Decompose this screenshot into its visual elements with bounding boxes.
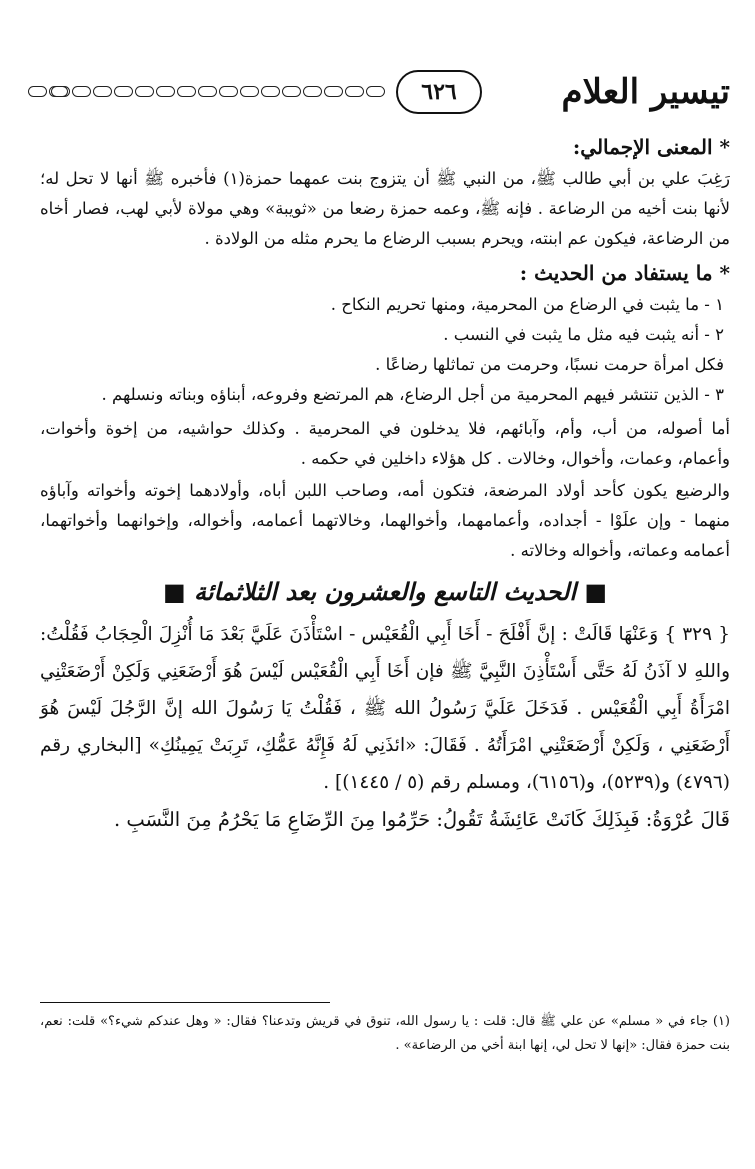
hadith-closing: قَالَ عُرْوَةُ: فَبِذَلِكَ كَانَتْ عَائِشَةُ تَقُولُ: حَرِّمُوا مِنَ الرِّضَاعِ مَا يَحْرُمُ مِنَ النَّسَبِ . — [114, 808, 730, 831]
header-ornament-end — [28, 86, 68, 100]
paragraph: والرضيع يكون كأحد أولاد المرضعة، فتكون أمه، وصاحب اللبن أباه، وأولادهما إخوته وأخواته وآباؤه منهما - وإن علَوْا - أجداده، وأعمامهما، وأخوالهما، وخالاتهما أعمامه، وأخواله، وإخوانهما وأخواتهما، أعمامه وعماته، وأخواله وخالاته . — [40, 481, 730, 560]
benefits-heading: * ما يستفاد من الحديث : — [519, 261, 730, 285]
hadith-title: ■ الحديث التاسع والعشرون بعد الثلاثمائة ■ — [162, 577, 608, 606]
book-title: تيسير العلام — [561, 72, 730, 112]
header-ornament — [51, 86, 385, 100]
benefit-item-note: فكل امرأة حرمت نسبًا، وحرمت من تماثلها رضاعًا . — [375, 355, 724, 374]
page-body — [40, 128, 730, 839]
benefit-item: ٣ - الذين تنتشر فيهم المحرمية من أجل الرضاع، هم المرتضع وفروعه، أبناؤه وبناته ونسلهم . — [101, 385, 724, 404]
paragraph: أما أصوله، من أب، وأم، وآبائهم، فلا يدخلون في المحرمية . وكذلك حواشيه، من إخوة وأخوات، وأعمام، وعمات، وأخوال، وخالات . كل هؤلاء داخلين في حكمه . — [40, 419, 730, 468]
general-meaning-text: رَغِبَ علي بن أبي طالب ﷺ، من النبي ﷺ أن يتزوج بنت عمهما حمزة(١) فأخبره ﷺ أنها لا تحل له؛ لأنها بنت أخيه من الرضاعة . فإنه ﷺ، وعمه حمزة رضعا من «ثويبة» وهي مولاة لأبي لهب، فصار أخاه من الرضاعة، فيكون عم ابنته، ويحرم بسبب الرضاع ما يحرم مثله من الولادة . — [40, 169, 730, 248]
general-meaning-heading: * المعنى الإجمالي: — [572, 135, 730, 159]
footnote-divider — [40, 1002, 330, 1003]
benefit-item: ١ - ما يثبت في الرضاع من المحرمية، ومنها تحريم النكاح . — [330, 295, 724, 314]
page-number: ٦٢٦ — [396, 70, 482, 114]
page-header — [40, 68, 730, 120]
footnote: (١) جاء في « مسلم» عن علي ﷺ قال: قلت : يا رسول الله، تنوق في قريش وتدعنا؟ فقال: « وهل عندكم شيء؟» قلت: نعم، بنت حمزة فقال: «إنها لا تحل لي، إنها ابنة أخي من الرضاعة» . — [40, 1014, 730, 1053]
hadith-text: { ٣٢٩ } وَعَنْهَا قَالَتْ : إنَّ أَفْلَحَ - أَخَا أَبِي الْقُعَيْس - اسْتَأْذَنَ عَلَيَّ بَعْدَ مَا أُنْزِلَ الْحِجَابُ فَقُلْتُ: واللهِ لا آذَنُ لَهُ حَتَّى أَسْتَأْذِنَ النَّبِيَّ ﷺ فإن أَخَا أَبِي الْقُعَيْس لَيْسَ هُوَ أَرْضَعَنِي وَلَكِنْ أَرْضَعَتْنِي امْرَأَةُ أَبِي الْقُعَيْس . فَدَخَلَ عَلَيَّ رَسُولُ الله ﷺ ، فَقُلْتُ يَا رَسُولَ الله إنَّ الرَّجُلَ لَيْسَ هُوَ أَرْضَعَنِي ، وَلَكِنْ أَرْضَعَتْنِي امْرَأَتُهُ . فَقَالَ: «ائذَنِي لَهُ فَإِنَّهُ عَمُّكِ، تَرِبَتْ يَمِينُكِ» [البخاري رقم (٤٧٩٦) و(٥٢٣٩)، و(٦١٥٦)، ومسلم رقم (٥ / ١٤٤٥)] . — [40, 624, 730, 793]
benefit-item: ٢ - أنه يثبت فيه مثل ما يثبت في النسب . — [443, 325, 724, 344]
